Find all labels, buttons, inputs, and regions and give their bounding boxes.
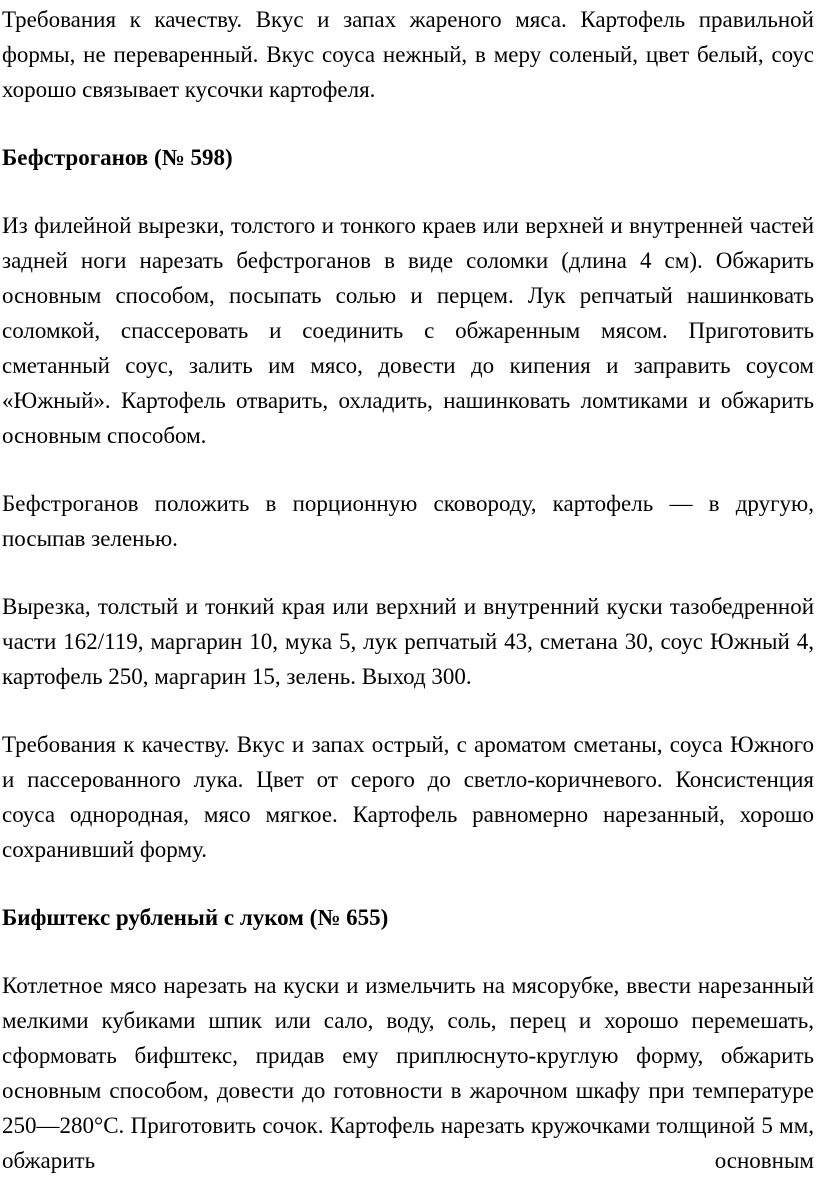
recipe-heading-chopped-steak: Бифштекс рубленый с луком (№ 655): [2, 905, 389, 930]
ingredients-paragraph-stroganoff: Вырезка, толстый и тонкий края или верхний и внутренний куски тазобедренной части 162/119, маргарин 10, мука 5, лук репчатый 43, сметана 30, соус Южный 4, картофель 250, маргарин 15, зелень. Выход 300.: [2, 594, 814, 689]
quality-requirements-paragraph-1: Требования к качеству. Вкус и запах жареного мяса. Картофель правильной формы, не переваренный. Вкус соуса нежный, в меру соленый, цвет белый, соус хорошо связывает кусочки картофеля.: [2, 7, 814, 102]
recipe-heading-beef-stroganoff: Бефстроганов (№ 598): [2, 145, 233, 170]
serving-paragraph-stroganoff: Бефстроганов положить в порционную сковороду, картофель — в другую, посыпав зеленью.: [2, 491, 814, 551]
preparation-paragraph-chopped-steak: Котлетное мясо нарезать на куски и измельчить на мясорубке, ввести нарезанный мелкими кубиками шпик или сало, воду, соль, перец и хорошо перемешать, сформовать бифштекс, придав ему приплюснуто-круглую форму, обжарить основным способом, довести до готовности в жарочном шкафу при температуре 250—280°С. Приготовить сочок. Картофель нарезать кружочками толщиной 5 мм, обжарить основным: [2, 973, 814, 1173]
preparation-paragraph-stroganoff: Из филейной вырезки, толстого и тонкого краев или верхней и внутренней частей задней ноги нарезать бефстроганов в виде соломки (длина 4 см). Обжарить основным способом, посыпать солью и перцем. Лук репчатый нашинковать соломкой, спассеровать и соединить с обжаренным мясом. Приготовить сметанный соус, залить им мясо, довести до кипения и заправить соусом «Южный». Картофель отварить, охладить, нашинковать ломтиками и обжарить основным способом.: [2, 213, 814, 448]
quality-requirements-paragraph-2: Требования к качеству. Вкус и запах острый, с ароматом сметаны, соуса Южного и пассерованного лука. Цвет от серого до светло-коричневого. Консистенция соуса однородная, мясо мягкое. Картофель равномерно нарезанный, хорошо сохранивший форму.: [2, 732, 814, 862]
